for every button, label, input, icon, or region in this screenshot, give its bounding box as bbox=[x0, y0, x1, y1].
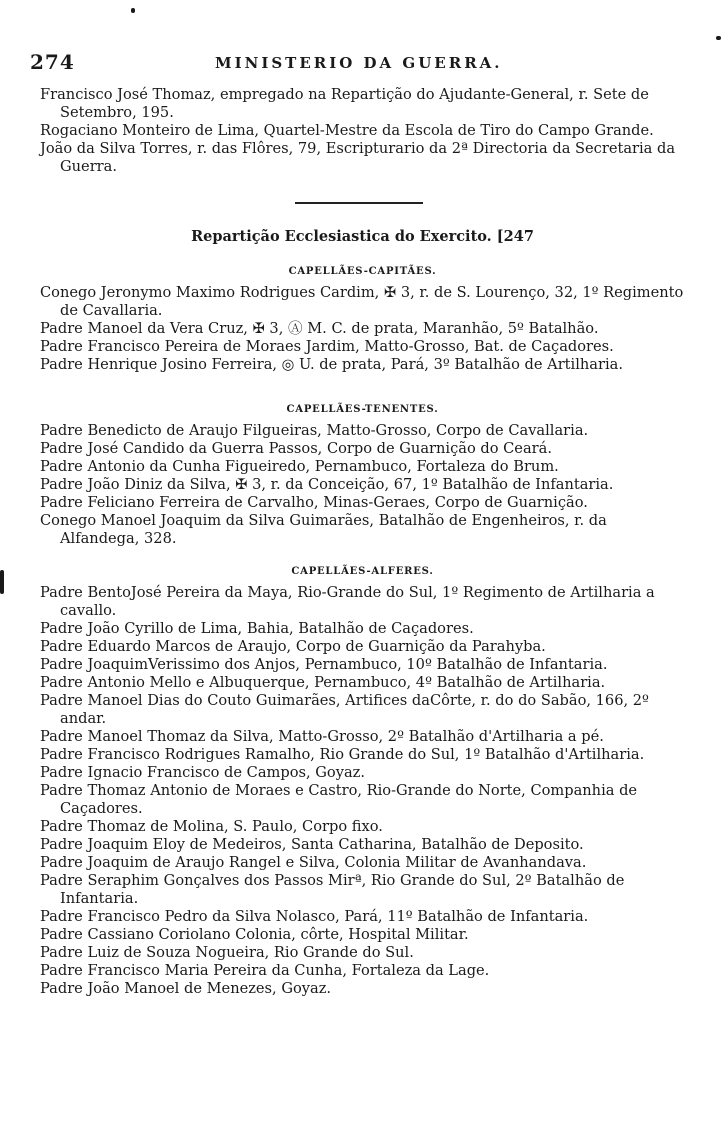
list-item: Padre Cassiano Coriolano Colonia, côrte, Hospital Militar. bbox=[40, 926, 469, 943]
list-item: Padre Manoel da Vera Cruz, ✠ 3, Ⓐ M. C. de prata, Maranhão, 5º Batalhão. bbox=[40, 320, 599, 337]
top-entries bbox=[0, 86, 725, 176]
list-item: Padre Thomaz Antonio de Moraes e Castro, Rio-Grande do Norte, Companhia de Caçadores. bbox=[40, 782, 638, 817]
list-item: Padre Manoel Dias do Couto Guimarães, Artifices daCôrte, r. do do Sabão, 166, 2º andar. bbox=[40, 692, 649, 727]
list-item: Francisco José Thomaz, empregado na Repartição do Ajudante-General, r. Sete de Setembro, 195. bbox=[40, 86, 649, 121]
ink-speck bbox=[131, 8, 135, 13]
running-title: MINISTERIO DA GUERRA. bbox=[215, 54, 503, 72]
list-item: Padre Antonio Mello e Albuquerque, Pernambuco, 4º Batalhão de Artilharia. bbox=[40, 674, 606, 691]
alferes-list bbox=[0, 584, 725, 998]
list-item: Padre João Manoel de Menezes, Goyaz. bbox=[40, 980, 332, 997]
tenentes-heading: CAPELLÃES-TENENTES. bbox=[286, 404, 439, 415]
list-item: Padre Joaquim de Araujo Rangel e Silva, Colonia Militar de Avanhandava. bbox=[40, 854, 587, 871]
page-number: 274 bbox=[30, 50, 75, 74]
list-item: Padre Eduardo Marcos de Araujo, Corpo de Guarnição da Parahyba. bbox=[40, 638, 546, 655]
list-item: Padre João Cyrillo de Lima, Bahia, Batalhão de Caçadores. bbox=[40, 620, 474, 637]
list-item: Padre João Diniz da Silva, ✠ 3, r. da Conceição, 67, 1º Batalhão de Infantaria. bbox=[40, 476, 614, 493]
list-item: Padre Francisco Pedro da Silva Nolasco, Pará, 11º Batalhão de Infantaria. bbox=[40, 908, 589, 925]
section-divider bbox=[295, 202, 423, 204]
capitaes-heading: CAPELLÃES-CAPITÃES. bbox=[288, 266, 437, 277]
list-item: Padre Seraphim Gonçalves dos Passos Mirª, Rio Grande do Sul, 2º Batalhão de Infantaria. bbox=[40, 872, 625, 907]
list-item: Padre José Candido da Guerra Passos, Corpo de Guarnição do Ceará. bbox=[40, 440, 552, 457]
list-item: Padre Francisco Rodrigues Ramalho, Rio Grande do Sul, 1º Batalhão d'Artilharia. bbox=[40, 746, 645, 763]
capitaes-list bbox=[0, 284, 725, 374]
list-item: Padre Thomaz de Molina, S. Paulo, Corpo fixo. bbox=[40, 818, 383, 835]
list-item: João da Silva Torres, r. das Flôres, 79, Escripturario da 2ª Directoria da Secretaria da Guerra. bbox=[40, 140, 676, 175]
list-item: Padre Henrique Josino Ferreira, ◎ U. de prata, Pará, 3º Batalhão de Artilharia. bbox=[40, 356, 623, 373]
ink-speck bbox=[716, 36, 721, 40]
page-header bbox=[30, 50, 680, 76]
list-item: Padre Antonio da Cunha Figueiredo, Pernambuco, Fortaleza do Brum. bbox=[40, 458, 559, 475]
list-item: Conego Jeronymo Maximo Rodrigues Cardim, ✠ 3, r. de S. Lourenço, 32, 1º Regimento de Cavallaria. bbox=[40, 284, 684, 319]
list-item: Padre JoaquimVerissimo dos Anjos, Pernambuco, 10º Batalhão de Infantaria. bbox=[40, 656, 608, 673]
tenentes-list bbox=[0, 422, 725, 548]
list-item: Conego Manoel Joaquim da Silva Guimarães, Batalhão de Engenheiros, r. da Alfandega, 328. bbox=[40, 512, 607, 547]
list-item: Padre Francisco Maria Pereira da Cunha, Fortaleza da Lage. bbox=[40, 962, 490, 979]
list-item: Padre Feliciano Ferreira de Carvalho, Minas-Geraes, Corpo de Guarnição. bbox=[40, 494, 588, 511]
list-item: Padre BentoJosé Pereira da Maya, Rio-Grande do Sul, 1º Regimento de Artilharia a cavallo. bbox=[40, 584, 655, 619]
section-title: Repartição Ecclesiastica do Exercito. [247 bbox=[191, 228, 534, 245]
list-item: Padre Francisco Pereira de Moraes Jardim, Matto-Grosso, Bat. de Caçadores. bbox=[40, 338, 614, 355]
list-item: Rogaciano Monteiro de Lima, Quartel-Mestre da Escola de Tiro do Campo Grande. bbox=[40, 122, 654, 139]
list-item: Padre Ignacio Francisco de Campos, Goyaz. bbox=[40, 764, 365, 781]
list-item: Padre Benedicto de Araujo Filgueiras, Matto-Grosso, Corpo de Cavallaria. bbox=[40, 422, 589, 439]
list-item: Padre Manoel Thomaz da Silva, Matto-Grosso, 2º Batalhão d'Artilharia a pé. bbox=[40, 728, 604, 745]
list-item: Padre Luiz de Souza Nogueira, Rio Grande do Sul. bbox=[40, 944, 414, 961]
list-item: Padre Joaquim Eloy de Medeiros, Santa Catharina, Batalhão de Deposito. bbox=[40, 836, 584, 853]
alferes-heading: CAPELLÃES-ALFERES. bbox=[291, 566, 434, 577]
